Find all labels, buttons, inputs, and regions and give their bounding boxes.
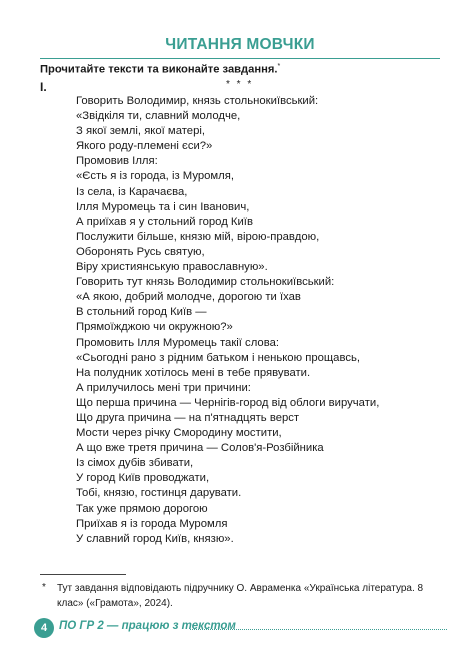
footnote-marker: * [42,582,46,593]
poem-line: Так уже прямою дорогою [76,502,208,515]
poem-line: У славний город Київ, князю». [76,532,234,545]
poem-line: «Сьогодні рано з рідним батьком і ненькою прощавсь, [76,351,361,364]
footnote-divider [40,574,126,575]
poem-line: Віру християнськую православную». [76,261,268,274]
poem-line: У город Київ проводжати, [76,472,210,485]
poem-line: Мости через річку Смородину мостити, [76,427,282,440]
poem-line: Говорить тут князь Володимир стольнокиївський: [76,276,335,289]
instruction-text: Прочитайте тексти та виконайте завдання. [40,63,278,76]
poem-line: Говорить Володимир, князь стольнокиївський: [76,95,319,107]
poem-line: Із села, із Карачаєва, [76,185,188,198]
poem-line: Якого роду-племені єси?» [76,140,213,153]
running-head: ПО ГР 2 — працюю з текстом [59,620,236,632]
poem-line: «Єсть я із города, із Муромля, [76,170,235,183]
poem-line: А приїхав я у стольний город Київ [76,215,253,228]
poem-line: Оборонять Русь святую, [76,245,205,258]
asterism: * * * [226,79,254,90]
poem-line: Прямоїжджою чи окружною?» [76,321,233,334]
poem-line: А прилучилось мені три причини: [76,381,251,394]
footer-dotted-rule [190,629,447,630]
poem-line: З якої землі, якої матері, [76,125,205,138]
poem-line: Промовив Ілля: [76,155,158,168]
task-number: І. [40,80,47,94]
poem-line: Тобі, князю, гостинця дарувати. [76,487,242,500]
poem-line: На полудник хотілось мені в тебе прявувати. [76,366,311,379]
poem-line: Ілля Муромець та і син Іванович, [76,200,250,213]
instruction-footnote-marker: * [277,63,281,70]
section-title: ЧИТАННЯ МОВЧКИ [165,36,315,53]
poem-line: Промовить Ілля Муромець такії слова: [76,336,279,349]
instruction [40,63,280,76]
poem-line: «Звідкіля ти, славний молодче, [76,110,241,123]
poem-line: «А якою, добрий молодче, дорогою ти їхав [76,291,301,304]
poem-text [76,94,379,547]
poem-line: Що друга причина — на п'ятнадцять верст [76,411,300,424]
poem-line: Що перша причина — Чернігів-город від облоги виручати, [76,396,380,409]
page-number: 4 [34,618,54,638]
poem-line: Приїхав я із города Муромля [76,517,228,530]
poem-line: В стольний город Київ — [76,306,207,319]
footnote-text: Тут завдання відповідають підручнику О. Авраменка «Українська література. 8 клас» («Грамота», 2024). [57,583,424,609]
poem-line: Послужити більше, князю мій, вірою-правдою, [76,230,320,243]
poem-line: А що вже третя причина — Солов'я-Розбійника [76,442,324,455]
title-divider [40,58,440,59]
poem-line: Із сімох дубів збивати, [76,457,194,470]
